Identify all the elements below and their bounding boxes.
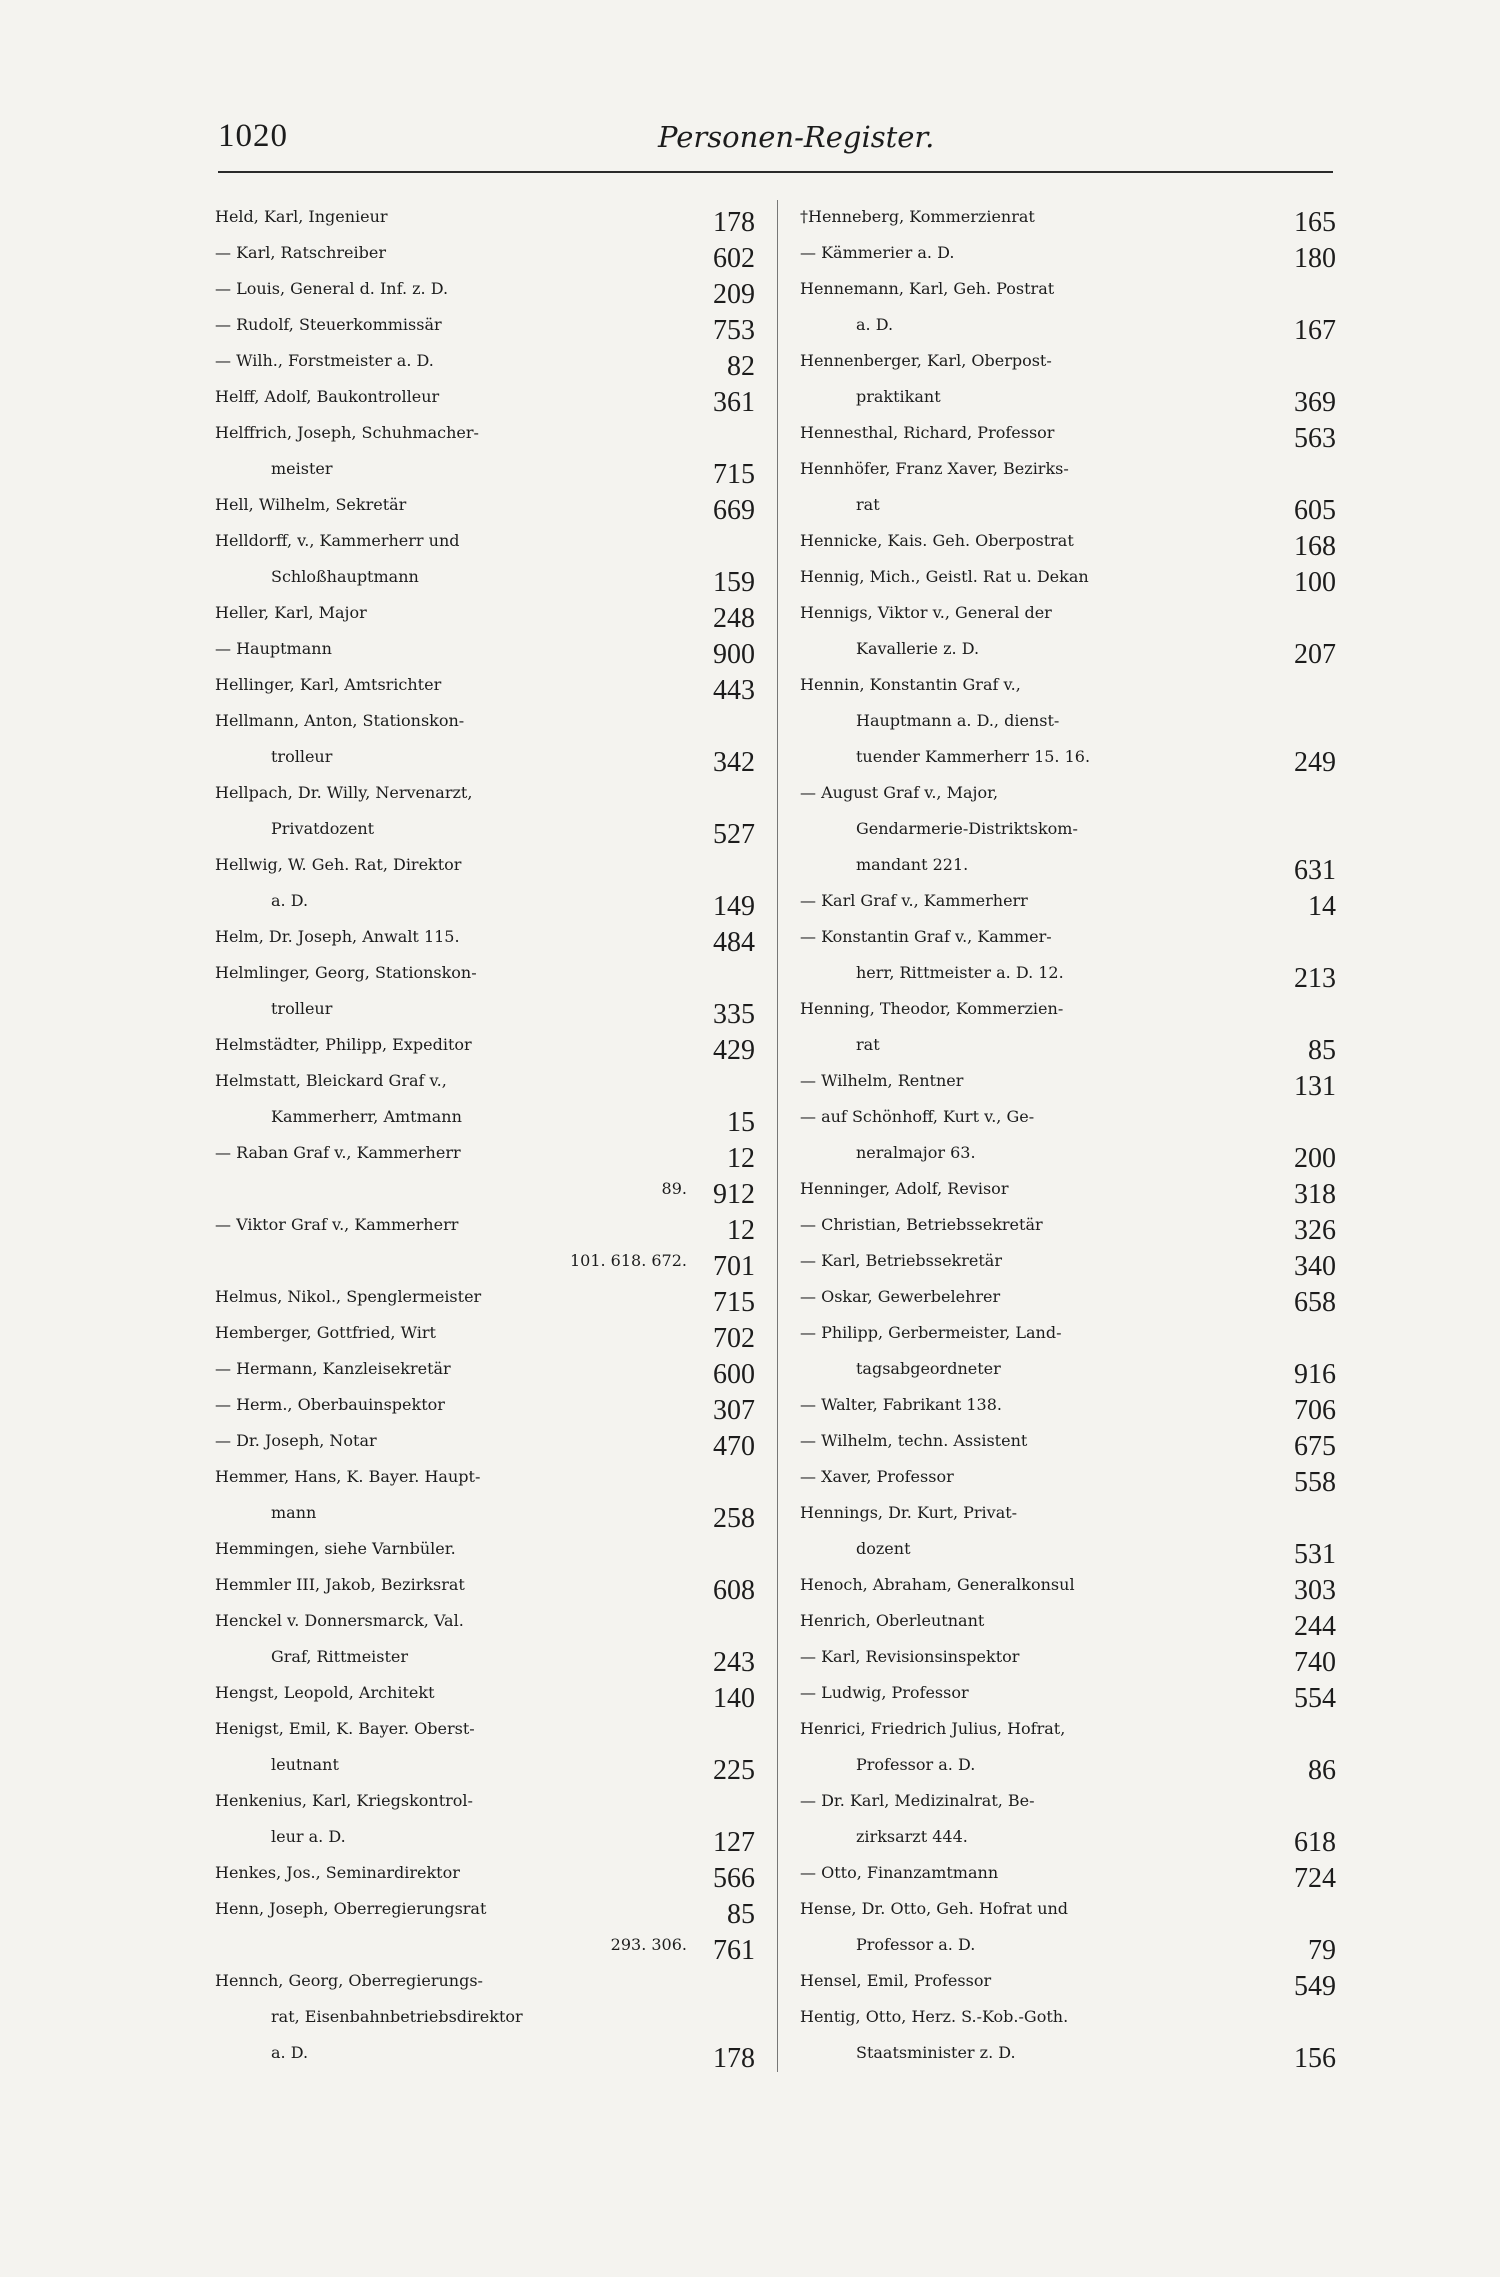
register-entry-line [215,675,755,711]
register-entry-continuation [215,819,755,855]
entry-text: Gendarmerie-Distriktskom- [856,819,1078,838]
register-entry-line [215,1215,755,1251]
page-reference: 14 [1308,891,1336,922]
entry-text: Helmstädter, Philipp, Expeditor [215,1035,472,1054]
entry-text: praktikant [856,387,941,406]
page-reference: 618 [1294,1827,1336,1858]
entry-text: Henckel v. Donnersmarck, Val. [215,1611,464,1630]
entry-text: mann [271,1503,317,1522]
entry-text: Henninger, Adolf, Revisor [800,1179,1009,1198]
page-reference: 724 [1294,1863,1336,1894]
register-entry-continuation [215,747,755,783]
page-reference: 85 [1308,1035,1336,1066]
register-entry-continuation [800,1539,1336,1575]
register-entry-line [800,927,1336,963]
entry-text: Helffrich, Joseph, Schuhmacher- [215,423,479,442]
entry-text: Helmlinger, Georg, Stationskon- [215,963,477,982]
entry-text: Hense, Dr. Otto, Geh. Hofrat und [800,1899,1069,1918]
page-reference: 900 [713,639,755,670]
entry-text: Graf, Rittmeister [271,1647,409,1666]
register-entry-line [800,243,1336,279]
register-entry-line [800,1575,1336,1611]
page-reference: 658 [1294,1287,1336,1318]
entry-text: Hennenberger, Karl, Oberpost- [800,351,1052,370]
page-reference: 167 [1294,315,1336,346]
register-entry-line [800,1251,1336,1287]
register-entry-continuation [215,1935,755,1971]
register-entry-line [800,1719,1336,1755]
page-reference: 165 [1294,207,1336,238]
register-entry-continuation [800,855,1336,891]
page-reference: 100 [1294,567,1336,598]
entry-text: Henn, Joseph, Oberregierungsrat [215,1899,487,1918]
register-entry-line [215,1863,755,1899]
entry-text: leutnant [271,1755,339,1774]
page-reference: 706 [1294,1395,1336,1426]
register-entry-line [800,279,1336,315]
entry-text: — Karl Graf v., Kammerherr [800,891,1028,910]
entry-text: Hemmingen, siehe Varnbüler. [215,1539,456,1558]
register-entry-line [215,1287,755,1323]
entry-text: Professor a. D. [856,1935,976,1954]
register-entry-line [215,315,755,351]
register-entry-line [215,495,755,531]
register-entry-continuation [800,315,1336,351]
register-entry-line [215,603,755,639]
entry-text: 293. 306. [610,1935,687,1954]
entry-text: Helmus, Nikol., Spenglermeister [215,1287,482,1306]
entry-text: — Louis, General d. Inf. z. D. [215,279,449,298]
page-reference: 82 [727,351,755,382]
entry-text: a. D. [271,2043,309,2062]
register-entry-line [215,1467,755,1503]
entry-text: Hauptmann a. D., dienst- [856,711,1060,730]
page-reference: 209 [713,279,755,310]
register-entry-line [215,1539,755,1575]
entry-text: 89. [661,1179,687,1198]
entry-text: — Philipp, Gerbermeister, Land- [800,1323,1062,1342]
register-entry-continuation [215,1755,755,1791]
entry-text: — Dr. Karl, Medizinalrat, Be- [800,1791,1035,1810]
entry-text: — Raban Graf v., Kammerherr [215,1143,461,1162]
register-entry-continuation [800,747,1336,783]
page-reference: 470 [713,1431,755,1462]
entry-text: a. D. [856,315,894,334]
register-entry-line [215,1035,755,1071]
register-entry-line [800,1971,1336,2007]
register-entry-line [800,1323,1336,1359]
page-reference: 244 [1294,1611,1336,1642]
register-entry-line [800,603,1336,639]
register-entry-line [215,423,755,459]
register-entry-line [800,1215,1336,1251]
register-entry-continuation [800,819,1336,855]
entry-text: — Konstantin Graf v., Kammer- [800,927,1052,946]
register-entry-line [800,1791,1336,1827]
entry-text: Helldorff, v., Kammerherr und [215,531,460,550]
page-reference: 600 [713,1359,755,1390]
entry-text: — Hermann, Kanzleisekretär [215,1359,451,1378]
entry-text: Hensel, Emil, Professor [800,1971,992,1990]
register-entry-continuation [215,2007,755,2043]
entry-text: trolleur [271,999,333,1018]
entry-text: Professor a. D. [856,1755,976,1774]
page-number: 1020 [218,118,288,154]
page-reference: 12 [727,1215,755,1246]
page-reference: 342 [713,747,755,778]
page-reference: 566 [713,1863,755,1894]
entry-text: Hennicke, Kais. Geh. Oberpostrat [800,531,1074,550]
entry-text: Hemberger, Gottfried, Wirt [215,1323,436,1342]
entry-text: Hentig, Otto, Herz. S.-Kob.-Goth. [800,2007,1069,2026]
page-reference: 531 [1294,1539,1336,1570]
page-reference: 912 [713,1179,755,1210]
register-entry-continuation [215,567,755,603]
register-entry-line [215,279,755,315]
register-entry-continuation [215,459,755,495]
register-entry-line [800,999,1336,1035]
entry-text: — August Graf v., Major, [800,783,999,802]
entry-text: Hengst, Leopold, Architekt [215,1683,435,1702]
page-reference: 178 [713,207,755,238]
page-reference: 248 [713,603,755,634]
entry-text: Helm, Dr. Joseph, Anwalt 115. [215,927,460,946]
register-entry-line [800,531,1336,567]
page-reference: 127 [713,1827,755,1858]
page-reference: 369 [1294,387,1336,418]
register-entry-continuation [215,999,755,1035]
page-reference: 207 [1294,639,1336,670]
register-entry-line [215,1611,755,1647]
page-reference: 558 [1294,1467,1336,1498]
page-reference: 549 [1294,1971,1336,2002]
page-reference: 740 [1294,1647,1336,1678]
page-reference: 605 [1294,495,1336,526]
entry-text: rat [856,1035,880,1054]
entry-text: Hellinger, Karl, Amtsrichter [215,675,442,694]
entry-text: — Wilh., Forstmeister a. D. [215,351,434,370]
register-entry-line [215,1971,755,2007]
register-entry-line [215,207,755,243]
entry-text: Staatsminister z. D. [856,2043,1016,2062]
entry-text: Henoch, Abraham, Generalkonsul [800,1575,1075,1594]
entry-text: Hennhöfer, Franz Xaver, Bezirks- [800,459,1069,478]
register-entry-line [215,1071,755,1107]
register-entry-line [800,2007,1336,2043]
page-reference: 86 [1308,1755,1336,1786]
entry-text: neralmajor 63. [856,1143,976,1162]
page-reference: 243 [713,1647,755,1678]
page-reference: 608 [713,1575,755,1606]
register-entry-line [215,1791,755,1827]
register-entry-line [215,1359,755,1395]
register-entry-line [800,1395,1336,1431]
register-entry-continuation [800,2043,1336,2079]
register-entry-continuation [800,711,1336,747]
entry-text: Helff, Adolf, Baukontrolleur [215,387,440,406]
register-entry-continuation [800,963,1336,999]
entry-text: Hemmer, Hans, K. Bayer. Haupt- [215,1467,481,1486]
entry-text: Hennigs, Viktor v., General der [800,603,1052,622]
register-entry-line [215,531,755,567]
entry-text: Schloßhauptmann [271,567,419,586]
page-reference: 443 [713,675,755,706]
page-reference: 258 [713,1503,755,1534]
register-entry-continuation [800,639,1336,675]
entry-text: Hennesthal, Richard, Professor [800,423,1055,442]
entry-text: Hell, Wilhelm, Sekretär [215,495,407,514]
page-reference: 303 [1294,1575,1336,1606]
register-entry-line [215,711,755,747]
entry-text: rat [856,495,880,514]
register-entry-line [800,351,1336,387]
register-entry-line [800,1611,1336,1647]
register-entry-continuation [215,1503,755,1539]
entry-text: — Xaver, Professor [800,1467,954,1486]
page-reference: 159 [713,567,755,598]
register-entry-line [215,351,755,387]
register-entry-continuation [215,1107,755,1143]
register-entry-continuation [215,1647,755,1683]
register-entry-line [215,387,755,423]
page-reference: 361 [713,387,755,418]
page-reference: 249 [1294,747,1336,778]
entry-text: — Dr. Joseph, Notar [215,1431,377,1450]
register-entry-line [800,459,1336,495]
page-reference: 131 [1294,1071,1336,1102]
register-entry-continuation [800,1935,1336,1971]
entry-text: — Rudolf, Steuerkommissär [215,315,442,334]
entry-text: meister [271,459,333,478]
register-entry-line [800,1899,1336,1935]
register-entry-line [800,207,1336,243]
entry-text: Henkes, Jos., Seminardirektor [215,1863,460,1882]
register-entry-line [800,675,1336,711]
entry-text: — auf Schönhoff, Kurt v., Ge- [800,1107,1035,1126]
page-header [218,112,1333,162]
register-entry-line [800,423,1336,459]
page-reference: 916 [1294,1359,1336,1390]
entry-text: — Hauptmann [215,639,332,658]
page-reference: 753 [713,315,755,346]
page-reference: 85 [727,1899,755,1930]
entry-text: dozent [856,1539,911,1558]
running-title: Personen-Register. [658,120,935,154]
entry-text: Privatdozent [271,819,375,838]
entry-text: †Henneberg, Kommerzienrat [800,207,1035,226]
entry-text: Hellwig, W. Geh. Rat, Direktor [215,855,462,874]
entry-text: zirksarzt 444. [856,1827,968,1846]
page-reference: 631 [1294,855,1336,886]
register-entry-continuation [800,495,1336,531]
column-divider [777,200,778,2072]
entry-text: tagsabgeordneter [856,1359,1001,1378]
entry-text: Hennch, Georg, Oberregierungs- [215,1971,483,1990]
register-entry-continuation [800,1143,1336,1179]
register-entry-line [215,243,755,279]
page-reference: 213 [1294,963,1336,994]
page-reference: 307 [713,1395,755,1426]
entry-text: 101. 618. 672. [569,1251,687,1270]
page-reference: 761 [713,1935,755,1966]
entry-text: Kammerherr, Amtmann [271,1107,462,1126]
page-reference: 554 [1294,1683,1336,1714]
entry-text: Hennings, Dr. Kurt, Privat- [800,1503,1018,1522]
register-entry-continuation [800,1827,1336,1863]
register-entry-line [215,783,755,819]
register-entry-line [215,963,755,999]
register-entry-line [215,855,755,891]
register-entry-continuation [215,1179,755,1215]
page-reference: 715 [713,1287,755,1318]
page-reference: 178 [713,2043,755,2074]
page-reference: 200 [1294,1143,1336,1174]
register-entry-line [215,1899,755,1935]
register-entry-line [215,1395,755,1431]
register-entry-continuation [800,1755,1336,1791]
entry-text: Hennemann, Karl, Geh. Postrat [800,279,1055,298]
register-entry-line [215,927,755,963]
register-entry-line [800,1683,1336,1719]
entry-text: — Karl, Ratschreiber [215,243,386,262]
entry-text: Henrici, Friedrich Julius, Hofrat, [800,1719,1066,1738]
register-entry-line [215,1575,755,1611]
entry-text: rat, Eisenbahnbetriebsdirektor [271,2007,523,2026]
entry-text: — Karl, Revisionsinspektor [800,1647,1020,1666]
entry-text: — Karl, Betriebssekretär [800,1251,1002,1270]
entry-text: Heller, Karl, Major [215,603,367,622]
page-reference: 527 [713,819,755,850]
entry-text: trolleur [271,747,333,766]
entry-text: Henigst, Emil, K. Bayer. Oberst- [215,1719,475,1738]
register-entry-line [800,567,1336,603]
page-reference: 79 [1308,1935,1336,1966]
entry-text: Helmstatt, Bleickard Graf v., [215,1071,447,1090]
entry-text: mandant 221. [856,855,969,874]
register-entry-line [800,1503,1336,1539]
register-entry-line [800,1071,1336,1107]
register-entry-line [215,1431,755,1467]
register-entry-line [215,1719,755,1755]
register-entry-continuation [215,1251,755,1287]
page-reference: 675 [1294,1431,1336,1462]
register-entry-line [800,1467,1336,1503]
page-reference: 156 [1294,2043,1336,2074]
entry-text: — Herm., Oberbauinspektor [215,1395,445,1414]
page-reference: 12 [727,1143,755,1174]
entry-text: tuender Kammerherr 15. 16. [856,747,1091,766]
page-reference: 602 [713,243,755,274]
register-column-right [800,207,1336,2079]
entry-text: — Christian, Betriebssekretär [800,1215,1043,1234]
register-entry-line [800,1179,1336,1215]
entry-text: Kavallerie z. D. [856,639,980,658]
page-reference: 335 [713,999,755,1030]
register-entry-continuation [215,891,755,927]
register-entry-line [800,1647,1336,1683]
register-entry-line [215,1683,755,1719]
page-reference: 15 [727,1107,755,1138]
register-entry-line [215,639,755,675]
entry-text: — Wilhelm, techn. Assistent [800,1431,1028,1450]
entry-text: herr, Rittmeister a. D. 12. [856,963,1064,982]
page-reference: 168 [1294,531,1336,562]
entry-text: — Kämmerier a. D. [800,243,955,262]
page-reference: 429 [713,1035,755,1066]
register-entry-continuation [215,1827,755,1863]
entry-text: — Walter, Fabrikant 138. [800,1395,1002,1414]
page-reference: 326 [1294,1215,1336,1246]
entry-text: Hemmler III, Jakob, Bezirksrat [215,1575,465,1594]
page-reference: 701 [713,1251,755,1282]
page-reference: 180 [1294,243,1336,274]
entry-text: Henkenius, Karl, Kriegskontrol- [215,1791,473,1810]
register-entry-line [800,1107,1336,1143]
register-column-left [215,207,755,2079]
entry-text: — Wilhelm, Rentner [800,1071,964,1090]
register-entry-continuation [215,2043,755,2079]
register-entry-continuation [800,387,1336,423]
page-reference: 484 [713,927,755,958]
page-reference: 225 [713,1755,755,1786]
page-reference: 702 [713,1323,755,1354]
entry-text: Hennin, Konstantin Graf v., [800,675,1021,694]
page-reference: 149 [713,891,755,922]
entry-text: Hellmann, Anton, Stationskon- [215,711,465,730]
register-entry-line [800,1287,1336,1323]
entry-text: — Ludwig, Professor [800,1683,969,1702]
register-entry-line [215,1143,755,1179]
entry-text: — Viktor Graf v., Kammerherr [215,1215,459,1234]
register-entry-continuation [800,1035,1336,1071]
register-entry-continuation [800,1359,1336,1395]
header-rule [218,171,1333,173]
register-entry-line [800,891,1336,927]
page-reference: 715 [713,459,755,490]
entry-text: Held, Karl, Ingenieur [215,207,388,226]
entry-text: — Oskar, Gewerbelehrer [800,1287,1001,1306]
page-reference: 318 [1294,1179,1336,1210]
page-reference: 140 [713,1683,755,1714]
register-entry-line [800,1431,1336,1467]
entry-text: Hennig, Mich., Geistl. Rat u. Dekan [800,567,1089,586]
entry-text: — Otto, Finanzamtmann [800,1863,999,1882]
page-reference: 340 [1294,1251,1336,1282]
entry-text: Hellpach, Dr. Willy, Nervenarzt, [215,783,473,802]
register-entry-line [800,1863,1336,1899]
register-entry-line [800,783,1336,819]
entry-text: a. D. [271,891,309,910]
entry-text: Henning, Theodor, Kommerzien- [800,999,1064,1018]
entry-text: Henrich, Oberleutnant [800,1611,985,1630]
entry-text: leur a. D. [271,1827,346,1846]
register-entry-line [215,1323,755,1359]
page-reference: 563 [1294,423,1336,454]
page-reference: 669 [713,495,755,526]
